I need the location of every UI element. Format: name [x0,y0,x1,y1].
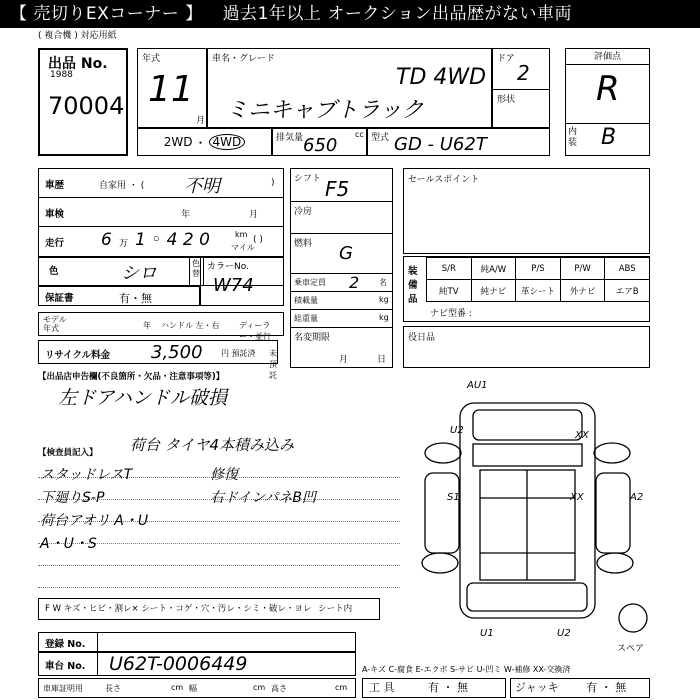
mirror-left [425,443,461,463]
model-label: 型式 [371,133,390,143]
mark-au1: AU1 [467,380,488,391]
drive-box [137,128,272,156]
equipment-item: ABS [604,257,650,280]
lot-number: 70004 [48,92,125,120]
paper-type-note: ( 複合機 ) 対応用紙 [38,31,117,41]
color-no-value: W74 [213,275,254,296]
reg-label: 登録 No. [45,639,86,650]
inspector-label: 【検査員記入】 [38,448,98,458]
banner [0,0,700,28]
tools-row [362,678,506,698]
mark-u1: U1 [480,628,494,638]
warranty-row [38,286,200,306]
cert-height-cm: cm [335,683,348,692]
mileage-paren: ( ) [253,235,263,245]
shop-notes-value: 左ドアハンドル破損 [58,387,227,409]
inspector-left-2: 下廻りS-P [40,490,105,506]
inspector-left-3: 荷台アオリ A・U [40,513,149,529]
fw-legend-text: F W キズ・ヒビ・割レ× シート・コゲ・穴・汚レ・シミ・破レ・ヨレ [45,604,312,614]
drive-2wd: 2WD [163,135,193,149]
door-box [492,48,550,128]
inspection-label: 車検 [45,209,65,220]
vehicle-diagram [405,378,650,638]
equipment-item: 外ナビ [560,279,606,302]
mileage-unit-mile: マイル [231,243,255,252]
mark-xx-side: XX [570,492,584,503]
dealer-label: ディーラー・並行 [239,321,271,341]
equipment-grid [426,257,649,301]
recycle-status: 未預託 [269,349,277,380]
capacity-value: 2 [349,273,360,292]
shop-notes-label: 【出品店申告欄(不良箇所・欠品・注意事項等)】 [38,372,225,382]
roof-front [473,410,582,440]
cert-label: 車庫証明用 [43,684,83,693]
load-kg-unit: kg [379,295,389,304]
mirror-right [594,443,630,463]
color-no-box [200,256,284,306]
chassis-label: 車台 No. [45,661,86,672]
shift-value: F5 [325,177,350,201]
capacity-label: 乗車定員 [294,278,326,287]
name-change-label: 名変期限 [294,333,331,343]
lot-label: 出品 No. [48,56,108,72]
cert-length-cm: cm [171,683,184,692]
equipment-item: 革シート [515,279,561,302]
inspection-year: 年 [181,210,191,220]
load-label: 積載量 [294,296,318,305]
spec-column [290,168,393,368]
side-right [596,473,630,553]
equipment-label: 装備品 [408,266,418,305]
mark-u2-front: U2 [450,425,464,436]
inspector-lines [38,456,400,596]
gross-label: 総重量 [294,314,318,323]
inspector-left-4: A・U・S [40,536,97,552]
doors-label: ドア [497,54,515,64]
model-year-row [38,312,284,341]
mark-a2: A2 [630,492,644,503]
gross-kg-unit: kg [379,313,389,322]
jack-row [510,678,650,698]
windshield [473,444,582,466]
displacement-label: 排気量 [276,133,304,143]
year-label: 年式 [142,54,161,64]
tools-label: 工 具 [369,681,395,694]
cc-unit: cc [355,130,364,139]
month-suffix: 月 [196,116,206,126]
spare-tire [619,604,647,632]
ac-label: 冷房 [294,207,313,217]
mark-u2-rear: U2 [557,628,571,638]
inspector-right-2: 右ドインパネB凹 [210,490,316,506]
handle-label: ハンドル 左・右 [161,321,220,330]
equipment-item: 純ナビ [471,279,517,302]
fuel-value: G [339,243,353,264]
equipment-item: 純A/W [471,257,517,280]
interior-label: 内装 [568,127,578,148]
equipment-item: 純TV [426,279,472,302]
tools-value: 有 ・ 無 [428,681,468,694]
banner-open-bracket: 【 [10,4,28,24]
mileage-rest: 1 ◦ 4 2 0 [135,230,210,250]
wheel-rear-left [422,553,458,573]
logbook-box [403,326,650,368]
jack-value: 有 ・ 無 [586,681,627,694]
side-left [425,473,459,553]
spare-label: スペア [617,644,645,654]
rating-label: 評価点 [566,49,649,65]
inspector-left-1: スタッドレスT [40,467,133,483]
equipment-item: P/S [515,257,561,280]
mileage-10k: 6 [101,230,112,250]
model-year-label: モデル年式 [43,315,67,333]
color-label: 色 [49,266,59,277]
mileage-unit-km: km [235,230,248,239]
model-box [367,128,550,156]
equipment-item: エアB [604,279,650,302]
lot-small: 1988 [50,70,73,80]
year-value: 11 [148,69,194,110]
displacement-box [272,128,367,156]
warranty-label: 保証書 [45,293,74,304]
banner-corner: 売切りEXコーナー [33,4,180,24]
fw-legend [38,598,380,620]
name-box [207,48,492,128]
name-change-day: 日 [377,355,387,365]
damage-legend: A-キズ C-腐食 E-エクボ S-サビ U-凹ミ W-補修 XX-交換済 [362,665,571,674]
name-label: 車名・グレード [212,54,276,64]
cert-row [38,678,356,698]
cert-height: 高さ [271,684,287,693]
history-label: 車歴 [45,180,65,191]
chassis-row [38,652,356,676]
jack-label: ジャッキ [515,681,559,694]
fuel-label: 燃料 [294,239,313,249]
logbook-label: 役日品 [408,333,436,343]
cert-length: 長さ [105,684,121,693]
sales-point-label: セールスポイント [408,175,480,185]
interior-value: B [601,125,617,150]
inspection-month: 月 [249,210,259,220]
capacity-unit: 名 [379,278,387,287]
history-use: 自家用 ・ ( [99,181,145,191]
color-change: 色替 [192,259,200,278]
inspector-right-1: 修復 [210,467,238,483]
drive-separator: ・ [194,135,207,150]
cert-width: 幅 [189,684,197,693]
history-close: ) [271,178,275,188]
grade-value: TD 4WD [396,65,487,90]
tailgate [467,583,587,611]
shift-label: シフト [294,174,322,184]
warranty-value: 有・無 [119,292,152,305]
lot-box [38,48,128,156]
history-value: 不明 [184,176,220,197]
recycle-value: 3,500 [151,342,203,363]
color-value: シロ [121,263,157,284]
drive-4wd: 4WD [209,134,246,150]
model-year-year: 年 [143,321,151,330]
cert-width-cm: cm [253,683,266,692]
navi-label: ナビ型番 : [430,309,472,319]
inspector-note-1: 荷台 タイヤ4本積み込み [130,436,295,454]
doors-value: 2 [517,61,530,85]
rating-box [565,48,650,156]
equipment-item: P/W [560,257,606,280]
banner-message: 過去1年以上 オークション出品歴がない車両 [222,4,572,24]
reg-row [38,632,356,652]
name-change-month: 月 [339,355,349,365]
shape-label: 形状 [497,95,516,105]
rating-value: R [596,69,620,109]
chassis-value: U62T-0006449 [109,653,248,675]
mileage-label: 走行 [45,238,65,249]
displacement-value: 650 [303,135,338,156]
banner-close-bracket: 】 [185,4,203,24]
mark-s1: S1 [447,492,460,503]
year-box [137,48,207,128]
equipment-box [403,256,650,322]
recycle-label: リサイクル料金 [45,350,111,361]
sales-point-box [403,168,650,254]
mileage-man: 万 [119,239,129,249]
model-value: GD - U62T [394,134,487,155]
fw-sheet: シート内 [318,604,353,614]
recycle-unit: 円 預託済 [221,349,256,358]
mark-xx-front: XX [575,430,589,441]
wheel-rear-right [597,553,633,573]
color-no-label: カラーNo. [207,262,249,272]
name-value: ミニキャブトラック [226,98,424,123]
equipment-item: S/R [426,257,472,280]
